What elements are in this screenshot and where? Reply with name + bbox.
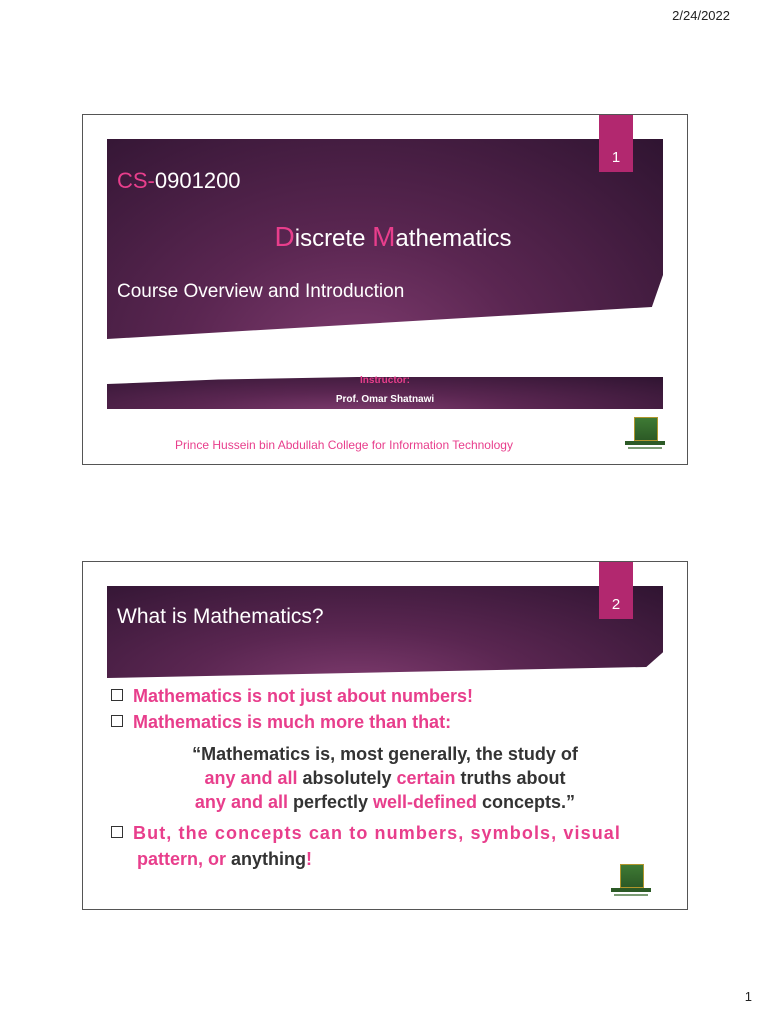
page-number: 1	[744, 989, 752, 1004]
bullet-2: Mathematics is much more than that:	[111, 712, 451, 733]
quote-line-1: “Mathematics is, most generally, the study of	[192, 744, 578, 764]
checkbox-bullet-icon	[111, 826, 123, 838]
college-name: Prince Hussein bin Abdullah College for Information Technology	[175, 438, 513, 452]
quote-line-2: any and all absolutely certain truths about	[204, 768, 566, 788]
slide-1	[82, 114, 688, 465]
instructor-label: Instructor:	[360, 375, 410, 386]
instructor-name: Prof. Omar Shatnawi	[335, 394, 435, 405]
quote-line-3: any and all perfectly well-defined concepts.”	[194, 792, 576, 812]
course-code: CS-0901200	[117, 168, 241, 193]
slide-title: Discrete Mathematics	[274, 221, 512, 252]
title-band	[107, 586, 663, 678]
checkbox-bullet-icon	[111, 715, 123, 727]
print-date: 2/24/2022	[672, 8, 730, 23]
university-logo-icon	[611, 864, 651, 898]
bullet-3: But, the concepts can to numbers, symbols, visual	[111, 823, 663, 844]
slide-number-tab: 2	[599, 562, 633, 619]
slide-subtitle: Course Overview and Introduction	[117, 281, 405, 302]
checkbox-bullet-icon	[111, 689, 123, 701]
slide-number-tab: 1	[599, 115, 633, 172]
bullet-1: Mathematics is not just about numbers!	[111, 686, 473, 707]
slide-2	[82, 561, 688, 910]
bullet-3-continuation: pattern, or anything!	[137, 849, 313, 869]
university-logo-icon	[625, 417, 665, 451]
slide-title: What is Mathematics?	[117, 605, 324, 628]
